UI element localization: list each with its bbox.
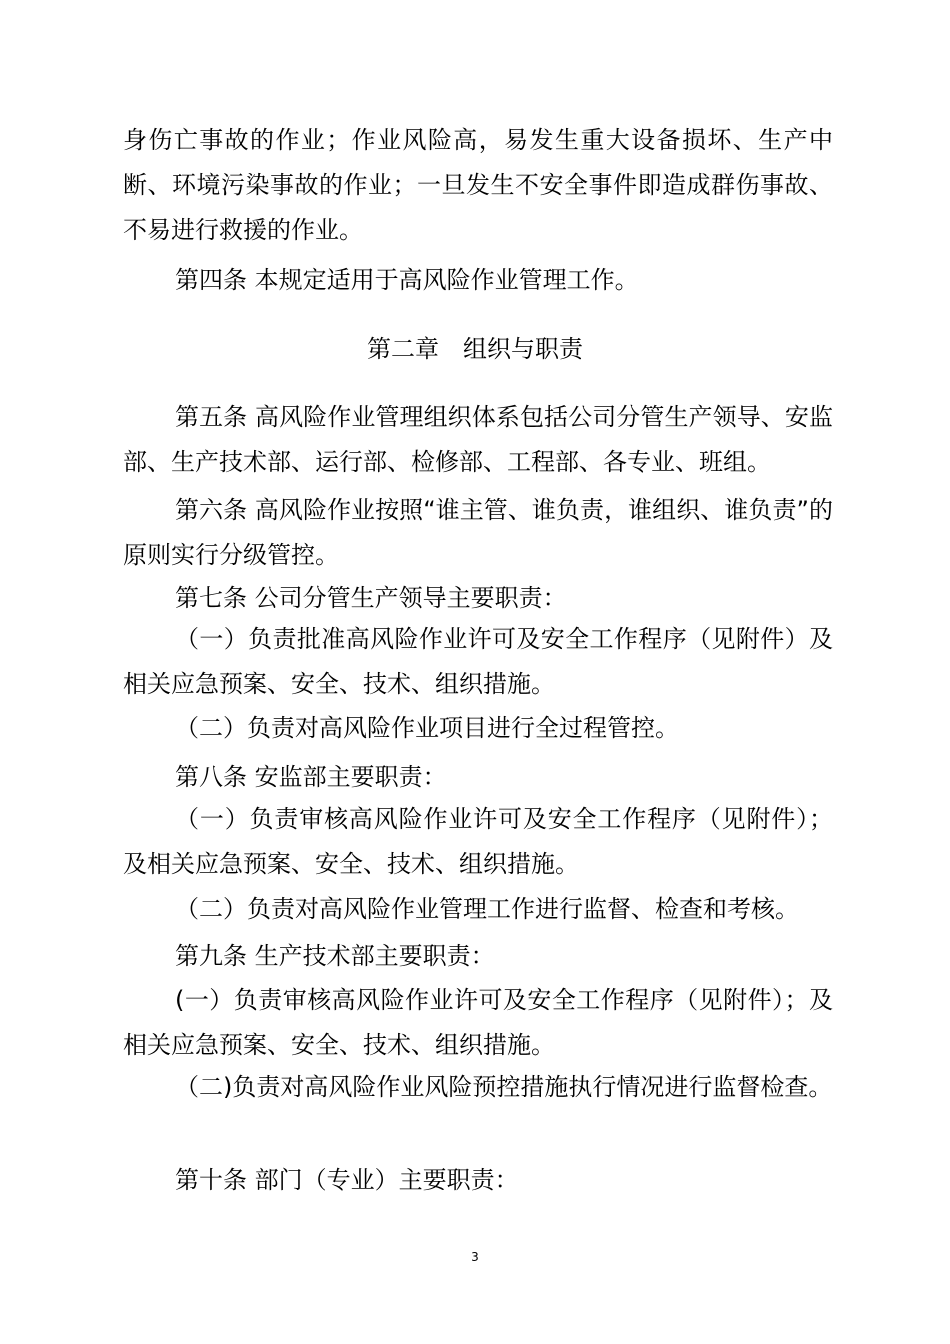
article-8: 第八条 安监部主要职责： bbox=[175, 763, 447, 791]
article-5: 第五条 高风险作业管理组织体系包括公司分管生产领导、安监部、生产技术部、运行部、检修部、工程部、各专业、班组。 bbox=[123, 403, 833, 476]
article-9: 第九条 生产技术部主要职责： bbox=[175, 942, 495, 970]
chapter-heading: 第二章 组织与职责 bbox=[367, 335, 583, 363]
article-7-item-1: （一）负责批准高风险作业许可及安全工作程序（见附件）及相关应急预案、安全、技术、组织措施。 bbox=[123, 625, 833, 698]
article-7: 第七条 公司分管生产领导主要职责： bbox=[175, 584, 567, 612]
article-10: 第十条 部门（专业）主要职责： bbox=[175, 1166, 519, 1194]
article-9-item-2: （二)负责对高风险作业风险预控措施执行情况进行监督检查。 bbox=[175, 1073, 833, 1101]
article-6: 第六条 高风险作业按照“谁主管、谁负责，谁组织、谁负责”的原则实行分级管控。 bbox=[123, 496, 833, 569]
article-4: 第四条 本规定适用于高风险作业管理工作。 bbox=[175, 266, 639, 294]
page-number: 3 bbox=[471, 1250, 479, 1264]
article-9-item-1: (一）负责审核高风险作业许可及安全工作程序（见附件）；及相关应急预案、安全、技术、组织措施。 bbox=[123, 986, 833, 1059]
article-8-item-2: （二）负责对高风险作业管理工作进行监督、检查和考核。 bbox=[175, 895, 799, 923]
paragraph-continuation: 身伤亡事故的作业；作业风险高，易发生重大设备损坏、生产中断、环境污染事故的作业；一旦发生不安全事件即造成群伤事故、不易进行救援的作业。 bbox=[123, 126, 833, 244]
article-7-item-2: （二）负责对高风险作业项目进行全过程管控。 bbox=[175, 714, 679, 742]
article-8-item-1: （一）负责审核高风险作业许可及安全工作程序（见附件）；及相关应急预案、安全、技术、组织措施。 bbox=[123, 805, 833, 878]
